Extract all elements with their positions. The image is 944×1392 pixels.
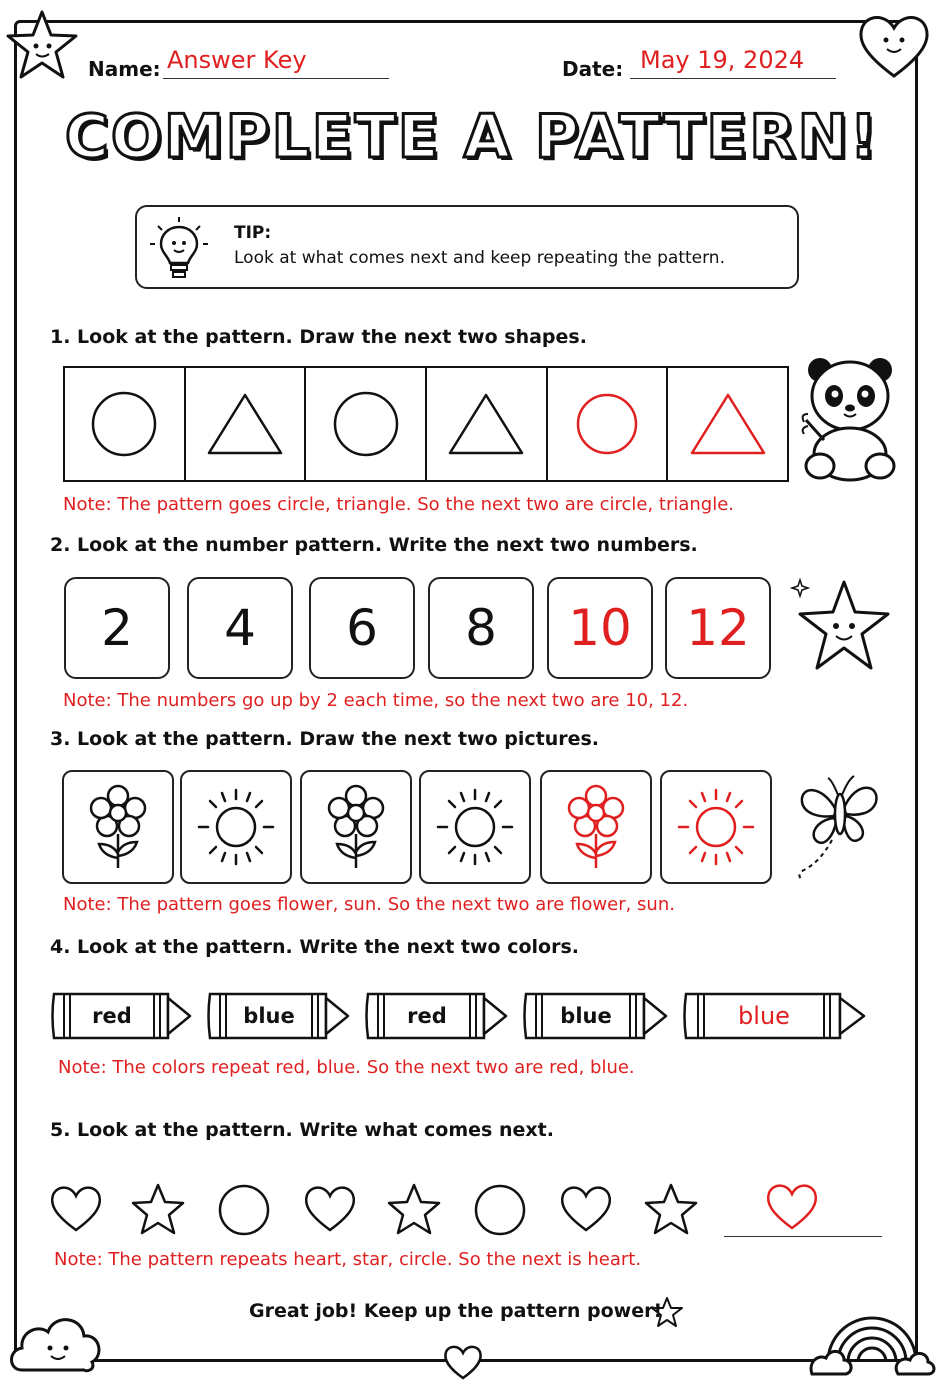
triangle-icon [689,391,767,457]
crayon-label: blue [243,1004,295,1028]
pattern-cell [306,368,427,480]
tip-text: Look at what comes next and keep repeating the pattern. [234,248,725,268]
heart-icon [302,1182,358,1234]
crayon-label: red [407,1004,447,1028]
shape-pattern-row [63,366,789,482]
butterfly-icon [792,770,884,888]
heart-icon [48,1182,104,1234]
star-icon [130,1182,186,1236]
question-2: 2. Look at the number pattern. Write the next two numbers. [50,534,698,556]
date-field[interactable] [630,46,836,79]
pattern-cell [427,368,548,480]
picture-box [62,770,174,884]
triangle-icon [206,391,284,457]
answer-number-box[interactable]: 12 [665,577,771,679]
triangle-icon [447,391,525,457]
tip-label: TIP: [234,223,272,243]
name-label: Name: [88,57,161,81]
name-value: Answer Key [167,46,307,74]
name-field[interactable] [163,46,389,79]
number-box: 4 [187,577,293,679]
flower-icon [561,782,631,872]
circle-icon [216,1182,272,1238]
answer-blank[interactable] [724,1180,882,1237]
circle-icon [572,389,642,459]
pattern-cell [65,368,186,480]
answer-cell[interactable] [548,368,669,480]
tip-box [135,205,799,289]
star-icon [386,1182,442,1236]
star-icon [650,1296,684,1328]
sun-icon [432,784,518,870]
date-label: Date: [562,57,624,81]
crayon [206,988,354,1044]
note-2: Note: The numbers go up by 2 each time, so the next two are 10, 12. [63,690,689,711]
picture-box [300,770,412,884]
question-4: 4. Look at the pattern. Write the next two colors. [50,936,579,958]
star-face-icon [4,8,82,86]
sun-icon [193,784,279,870]
heart-icon [558,1182,614,1234]
answer-number-box[interactable]: 10 [547,577,653,679]
crayon [522,988,672,1044]
lightbulb-icon [149,215,209,283]
crayon-label: blue [560,1004,612,1028]
number-box: 8 [428,577,534,679]
crayon-answer-label: blue [738,1002,790,1030]
answer-cell[interactable] [668,368,787,480]
crayon [50,988,196,1044]
note-1: Note: The pattern goes circle, triangle. So the next two are circle, triangle. [63,494,735,515]
crayon-label: red [92,1004,132,1028]
flower-icon [321,782,391,872]
pattern-cell [186,368,307,480]
answer-crayon[interactable] [682,988,870,1044]
page-title: COMPLETE A PATTERN! [64,102,880,172]
picture-box [419,770,531,884]
question-3: 3. Look at the pattern. Draw the next two pictures. [50,728,600,750]
circle-icon [89,389,159,459]
question-5: 5. Look at the pattern. Write what comes next. [50,1119,554,1141]
circle-icon [472,1182,528,1238]
number-box: 2 [64,577,170,679]
note-4: Note: The colors repeat red, blue. So the next two are red, blue. [58,1057,635,1078]
answer-picture-box[interactable] [660,770,772,884]
star-icon [643,1182,699,1236]
footer-message: Great job! Keep up the pattern power! [249,1300,663,1322]
circle-icon [331,389,401,459]
cloud-face-icon [6,1300,108,1376]
number-box: 6 [309,577,415,679]
picture-box [180,770,292,884]
sun-icon [673,784,759,870]
rainbow-icon [808,1284,936,1380]
heart-icon [442,1342,484,1382]
note-3: Note: The pattern goes flower, sun. So the next two are flower, sun. [63,894,675,915]
panda-icon [798,348,902,484]
note-5: Note: The pattern repeats heart, star, circle. So the next is heart. [54,1249,642,1270]
flower-icon [83,782,153,872]
heart-icon [764,1180,820,1232]
crayon [364,988,512,1044]
answer-picture-box[interactable] [540,770,652,884]
question-1: 1. Look at the pattern. Draw the next two shapes. [50,326,587,348]
heart-face-icon [854,10,934,82]
date-value: May 19, 2024 [640,46,805,74]
star-face-icon [790,576,898,674]
